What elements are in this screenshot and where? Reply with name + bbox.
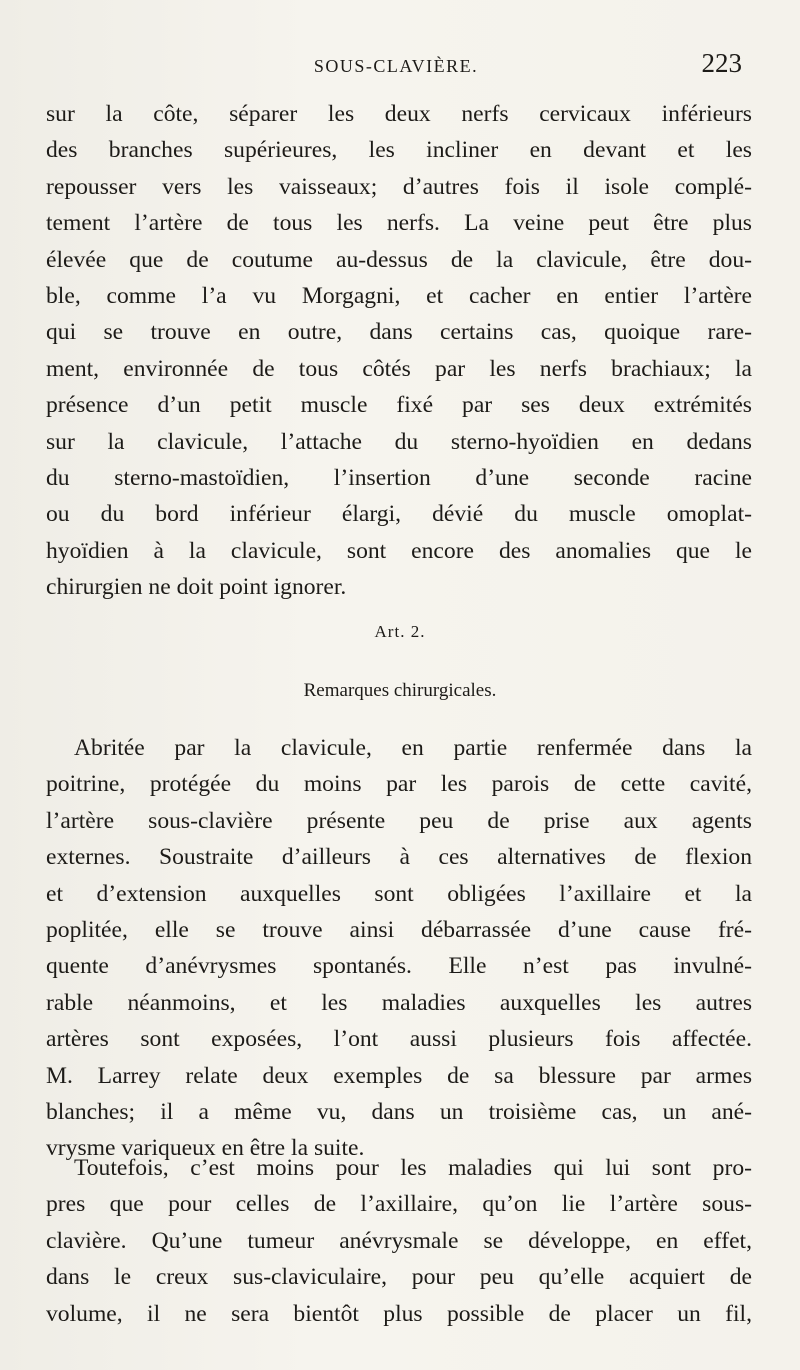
- page-number: 223: [701, 48, 742, 78]
- text-line: sur la clavicule, l’attache du sterno-hyoïdien en dedans: [46, 428, 752, 455]
- text-line: hyoïdien à la clavicule, sont encore des anomalies que le: [46, 537, 752, 564]
- text-line: pres que pour celles de l’axillaire, qu’on lie l’artère sous-: [46, 1191, 752, 1218]
- text-line: quente d’anévrysmes spontanés. Elle n’est pas invulné-: [46, 953, 752, 980]
- text-line: blanches; il a même vu, dans un troisième cas, un ané-: [46, 1098, 752, 1125]
- paragraph-1: [46, 96, 752, 605]
- text-line: l’artère sous-clavière présente peu de prise aux agents: [46, 807, 752, 834]
- text-line: repousser vers les vaisseaux; d’autres fois il isole complé-: [46, 173, 752, 200]
- text-line: artères sont exposées, l’ont aussi plusieurs fois affectée.: [46, 1026, 752, 1053]
- text-line: poplitée, elle se trouve ainsi débarrassée d’une cause fré-: [46, 916, 752, 943]
- text-line: et d’extension auxquelles sont obligées l’axillaire et la: [46, 880, 752, 907]
- text-line: élevée que de coutume au-dessus de la clavicule, être dou-: [46, 246, 752, 273]
- article-number: Art. 2.: [374, 622, 426, 641]
- text-line: vrysme variqueux en être la suite.: [46, 1135, 365, 1162]
- text-line: sur la côte, séparer les deux nerfs cervicaux inférieurs: [46, 101, 752, 127]
- page-header: [46, 50, 746, 86]
- text-line: M. Larrey relate deux exemples de sa blessure par armes: [46, 1062, 752, 1089]
- text-line: tement l’artère de tous les nerfs. La veine peut être plus: [46, 210, 752, 237]
- paragraph-2: [46, 730, 752, 1167]
- text-line: chirurgien ne doit point ignorer.: [46, 574, 347, 601]
- text-line: Toutefois, c’est moins pour les maladies qui lui sont pro-: [74, 1155, 752, 1181]
- text-line: ble, comme l’a vu Morgagni, et cacher en entier l’artère: [46, 282, 752, 309]
- text-line: clavière. Qu’une tumeur anévrysmale se développe, en effet,: [46, 1227, 752, 1254]
- text-line: du sterno-mastoïdien, l’insertion d’une seconde racine: [46, 464, 752, 491]
- text-line: poitrine, protégée du moins par les parois de cette cavité,: [46, 771, 752, 798]
- text-line: externes. Soustraite d’ailleurs à ces alternatives de flexion: [46, 844, 752, 871]
- text-line: des branches supérieures, les incliner en devant et les: [46, 137, 752, 164]
- text-line: rable néanmoins, et les maladies auxquelles les autres: [46, 989, 752, 1016]
- running-title: SOUS-CLAVIÈRE.: [313, 56, 479, 76]
- text-line: dans le creux sus-claviculaire, pour peu qu’elle acquiert de: [46, 1264, 752, 1291]
- text-line: volume, il ne sera bientôt plus possible de placer un fil,: [46, 1300, 752, 1327]
- text-line: ou du bord inférieur élargi, dévié du muscle omoplat-: [46, 501, 752, 528]
- paragraph-3: [46, 1150, 752, 1332]
- text-line: présence d’un petit muscle fixé par ses deux extrémités: [46, 392, 752, 419]
- text-line: ment, environnée de tous côtés par les nerfs brachiaux; la: [46, 355, 752, 382]
- text-line: Abritée par la clavicule, en partie renfermée dans la: [74, 735, 752, 761]
- text-line: qui se trouve en outre, dans certains cas, quoique rare-: [46, 319, 752, 346]
- section-heading: Remarques chirurgicales.: [303, 680, 497, 701]
